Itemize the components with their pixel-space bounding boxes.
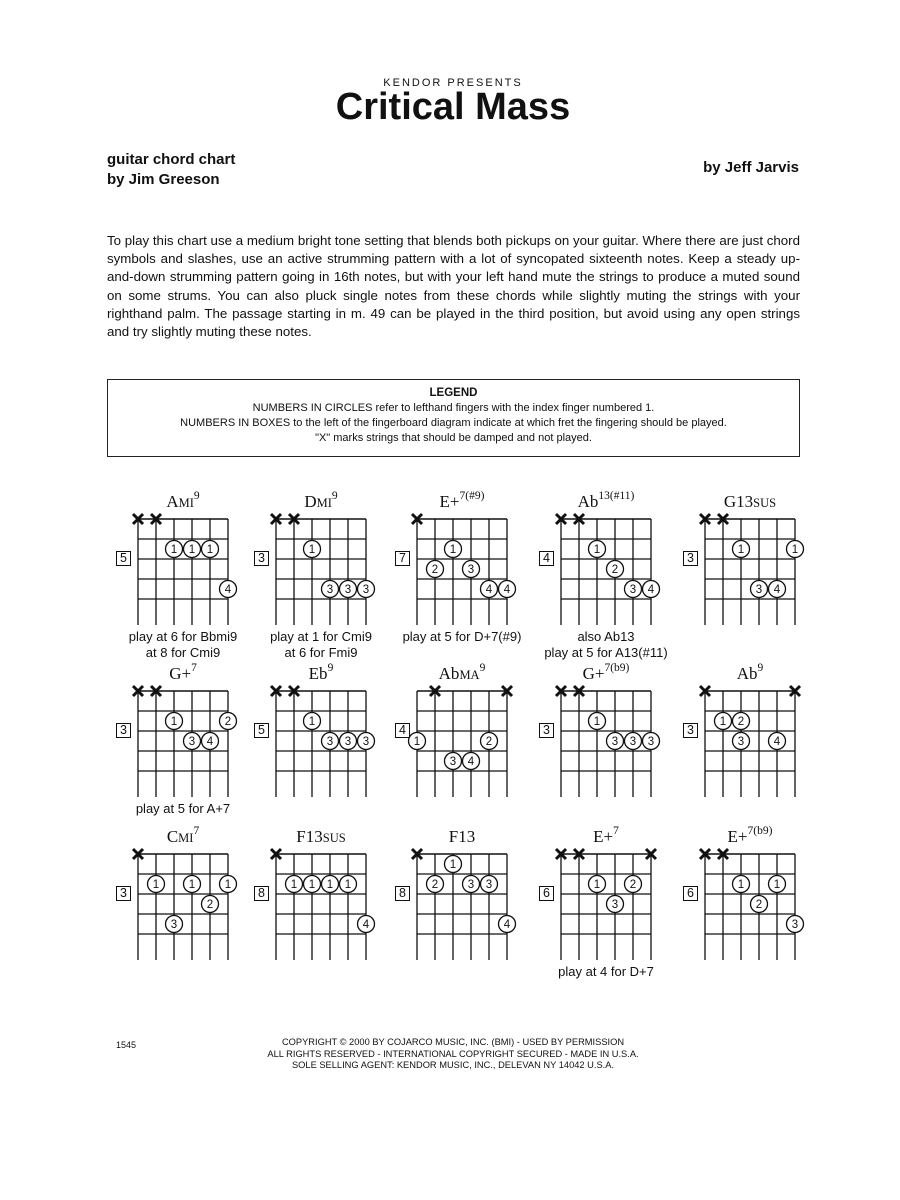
chord-extension: 7(b9) [747,825,773,837]
svg-text:4: 4 [362,919,370,931]
chord-name [108,664,258,684]
finger-dot [589,876,606,893]
finger-dot [220,581,237,598]
chord-diagram [108,827,258,997]
chord-caption-line: play at 5 for D+7(#9) [402,629,522,644]
svg-text:4: 4 [224,584,232,596]
fret-position-box: 4 [539,551,554,566]
fret-position-box: 3 [683,723,698,738]
finger-dot [463,876,480,893]
svg-text:3: 3 [344,584,352,596]
finger-dot [481,876,498,893]
svg-text:4: 4 [485,584,493,596]
finger-dot [340,733,357,750]
finger-dot [643,581,660,598]
fret-position-box: 3 [539,723,554,738]
chord-quality: SUS [753,496,777,510]
finger-dot [304,876,321,893]
chord-extension: 9 [331,490,338,502]
chord-diagram [246,827,396,997]
chord-quality: MI [178,831,194,845]
finger-dot [322,581,339,598]
svg-text:1: 1 [308,879,316,891]
chord-root: Eb [308,664,328,683]
copyright-line-3: SOLE SELLING AGENT: KENDOR MUSIC, INC., DELEVAN NY 14042 U.S.A. [291,1060,615,1070]
chord-caption [98,801,268,817]
chord-diagram [675,664,825,834]
fret-position-box: 6 [539,886,554,901]
chord-caption-line: play at 4 for D+7 [558,964,654,979]
finger-dot [769,581,786,598]
finger-dot [409,733,426,750]
chord-root: F13 [296,827,323,846]
svg-text:3: 3 [326,736,334,748]
legend-heading: LEGEND [429,387,478,399]
svg-text:4: 4 [647,584,655,596]
chord-root: E+ [727,827,748,846]
chord-diagram [531,664,681,834]
svg-text:2: 2 [431,879,439,891]
finger-dot [304,541,321,558]
finger-dot [148,876,165,893]
svg-text:1: 1 [719,716,727,728]
finger-dot [166,541,183,558]
chord-root: C [166,827,179,846]
svg-text:2: 2 [206,899,214,911]
chord-quality: MI [316,496,332,510]
finger-dot [751,896,768,913]
chord-root: G13 [723,492,754,511]
finger-dot [499,916,516,933]
svg-text:1: 1 [413,736,421,748]
fret-position-box: 8 [254,886,269,901]
svg-text:4: 4 [206,736,214,748]
svg-text:1: 1 [224,879,232,891]
svg-text:3: 3 [449,756,457,768]
arranger-line-1: guitar chord chart [107,151,236,168]
fret-position-box: 7 [395,551,410,566]
svg-text:1: 1 [290,879,298,891]
copyright-line-1: COPYRIGHT © 2000 BY COJARCO MUSIC, INC. (BMI) - USED BY PERMISSION [281,1037,625,1047]
intro-paragraph: To play this chart use a medium bright tone setting that blends both pickups on your guitar. Where there are just chord symbols and slashes, use an active strumming pattern with a lot of syncopated sixteenth notes. Keep a steady up-and-down strumming pattern going in 16th notes, but with your left hand mute the strings to produce a muted sound on some strums. You can also pluck single notes from these chords while slightly muting the strings with your righthand palm. The passage starting in m. 49 can be played in the third position, but avoid using any open strings and try slightly muting these notes. [107,233,800,340]
finger-dot [202,733,219,750]
chord-extension: 9 [757,662,764,674]
svg-text:2: 2 [485,736,493,748]
finger-dot [358,581,375,598]
svg-text:1: 1 [326,879,334,891]
copyright-line-2: ALL RIGHTS RESERVED - INTERNATIONAL COPYRIGHT SECURED - MADE IN U.S.A. [267,1048,639,1059]
finger-dot [445,856,462,873]
chord-diagram [387,827,537,997]
svg-text:1: 1 [593,544,601,556]
svg-text:4: 4 [503,584,511,596]
fretboard [705,854,855,994]
chord-root: A [166,492,179,511]
chord-quality: MA [459,668,480,682]
chord-name [531,664,681,684]
finger-dot [607,733,624,750]
chord-root: F13 [448,827,476,846]
svg-text:3: 3 [467,879,475,891]
chord-root: Ab [577,492,599,511]
legend-line-x: "X" marks strings that should be damped and not played. [315,432,592,444]
chord-name [531,827,681,847]
svg-text:1: 1 [188,879,196,891]
chord-caption-line: play at 5 for A+7 [135,801,231,816]
finger-dot [733,541,750,558]
svg-text:1: 1 [593,716,601,728]
svg-text:3: 3 [326,584,334,596]
svg-text:3: 3 [362,584,370,596]
chord-quality: SUS [322,831,346,845]
finger-dot [715,713,732,730]
finger-dot [340,581,357,598]
svg-text:1: 1 [773,879,781,891]
chord-extension: 13(#11) [598,490,635,502]
finger-dot [184,876,201,893]
finger-dot [184,541,201,558]
finger-dot [607,561,624,578]
document-number: 1545 [116,1040,137,1050]
finger-dot [481,581,498,598]
chord-caption-line: at 8 for Cmi9 [145,645,221,660]
svg-text:1: 1 [344,879,352,891]
arranger-line-2: by Jim Greeson [107,171,220,188]
finger-dot [322,876,339,893]
finger-dot [769,876,786,893]
fretboard [705,691,855,831]
chord-caption [521,629,691,661]
chord-name [531,492,681,512]
kendor-presents: KENDOR PRESENTS [383,77,523,89]
finger-dot [499,581,516,598]
finger-dot [463,753,480,770]
chord-extension: 7(b9) [604,662,630,674]
fret-position-box: 3 [254,551,269,566]
finger-dot [625,581,642,598]
chord-name [675,827,825,847]
svg-text:3: 3 [485,879,493,891]
svg-text:3: 3 [611,736,619,748]
chord-caption-line: also Ab13 [577,629,635,644]
chord-name [246,827,396,847]
chord-quality: MI [178,496,194,510]
chord-name [387,492,537,512]
chord-extension: 7 [193,825,200,837]
fret-position-box: 5 [254,723,269,738]
legend-line-circles: NUMBERS IN CIRCLES refer to lefthand fingers with the index finger numbered 1. [252,402,655,414]
finger-dot [733,733,750,750]
svg-text:3: 3 [737,736,745,748]
svg-text:3: 3 [362,736,370,748]
chord-name [246,664,396,684]
legend-box [107,379,800,457]
svg-text:4: 4 [773,584,781,596]
chord-name [387,827,537,847]
svg-text:1: 1 [170,716,178,728]
svg-text:3: 3 [755,584,763,596]
chord-diagram [531,827,681,997]
legend-line-boxes: NUMBERS IN BOXES to the left of the fingerboard diagram indicate at which fret the fingering should be played. [180,417,727,429]
svg-text:3: 3 [611,899,619,911]
fret-position-box: 4 [395,723,410,738]
chord-diagram [675,492,825,662]
chord-root: G+ [169,664,192,683]
fret-position-box: 8 [395,886,410,901]
fret-position-box: 6 [683,886,698,901]
finger-dot [166,713,183,730]
svg-text:1: 1 [593,879,601,891]
chord-extension: 9 [479,662,486,674]
finger-dot [589,541,606,558]
svg-text:1: 1 [152,879,160,891]
chord-caption-line: play at 5 for A13(#11) [544,645,668,660]
svg-text:1: 1 [206,544,214,556]
svg-text:4: 4 [773,736,781,748]
svg-text:2: 2 [629,879,637,891]
chord-root: G+ [582,664,605,683]
chord-root: Ab [736,664,758,683]
finger-dot [202,541,219,558]
page-title: Critical Mass [335,86,571,128]
finger-dot [427,561,444,578]
chord-extension: 9 [327,662,334,674]
fretboard [705,519,855,659]
fret-position-box: 3 [116,886,131,901]
chord-diagram [387,664,537,834]
fret-position-box: 3 [116,723,131,738]
chord-caption-line: play at 6 for Bbmi9 [128,629,238,644]
finger-dot [304,713,321,730]
finger-dot [340,876,357,893]
arranger-credit [107,150,235,190]
svg-text:3: 3 [791,919,799,931]
finger-dot [358,916,375,933]
svg-text:1: 1 [170,544,178,556]
finger-dot [286,876,303,893]
chord-diagram [246,492,396,662]
chord-name [108,492,258,512]
svg-text:1: 1 [737,879,745,891]
svg-text:1: 1 [449,859,457,871]
finger-dot [733,876,750,893]
finger-dot [589,713,606,730]
finger-dot [643,733,660,750]
svg-text:2: 2 [611,564,619,576]
finger-dot [220,713,237,730]
finger-dot [733,713,750,730]
svg-text:1: 1 [791,544,799,556]
chord-extension: 7 [613,825,619,837]
svg-text:4: 4 [503,919,511,931]
chord-diagram [675,827,825,997]
svg-text:3: 3 [647,736,655,748]
svg-text:2: 2 [431,564,439,576]
chord-name [108,827,258,847]
chord-name [675,664,825,684]
finger-dot [769,733,786,750]
chord-root: Ab [438,664,460,683]
chord-diagram [531,492,681,662]
finger-dot [607,896,624,913]
chord-name [675,492,825,512]
chord-diagram [108,664,258,834]
finger-dot [202,896,219,913]
svg-text:1: 1 [308,716,316,728]
finger-dot [445,541,462,558]
copyright-notice [0,1037,900,1072]
composer-credit: by Jeff Jarvis [703,159,799,176]
svg-text:2: 2 [755,899,763,911]
finger-dot [322,733,339,750]
chord-extension: 7(#9) [459,490,485,502]
svg-text:3: 3 [344,736,352,748]
chord-diagram [387,492,537,662]
svg-text:2: 2 [224,716,232,728]
chord-root: E+ [593,827,614,846]
chord-name [246,492,396,512]
chord-caption [521,964,691,980]
chord-name [387,664,537,684]
finger-dot [625,876,642,893]
svg-text:1: 1 [737,544,745,556]
finger-dot [445,753,462,770]
finger-dot [427,876,444,893]
finger-dot [220,876,237,893]
chord-caption-line: play at 1 for Cmi9 [270,629,372,644]
svg-text:4: 4 [467,756,475,768]
finger-dot [166,916,183,933]
chord-root: E+ [439,492,460,511]
chord-extension: 9 [193,490,200,502]
chord-extension: 7 [191,662,197,674]
finger-dot [625,733,642,750]
svg-text:1: 1 [308,544,316,556]
finger-dot [751,581,768,598]
svg-text:3: 3 [188,736,196,748]
finger-dot [358,733,375,750]
chord-caption-line: at 6 for Fmi9 [284,645,358,660]
finger-dot [481,733,498,750]
finger-dot [787,916,804,933]
svg-text:2: 2 [737,716,745,728]
finger-dot [787,541,804,558]
svg-text:3: 3 [629,584,637,596]
chord-root: D [304,492,317,511]
svg-text:3: 3 [170,919,178,931]
fret-position-box: 5 [116,551,131,566]
svg-text:1: 1 [188,544,196,556]
svg-text:3: 3 [629,736,637,748]
fret-position-box: 3 [683,551,698,566]
svg-text:3: 3 [467,564,475,576]
chord-diagram [246,664,396,834]
svg-text:1: 1 [449,544,457,556]
finger-dot [463,561,480,578]
finger-dot [184,733,201,750]
